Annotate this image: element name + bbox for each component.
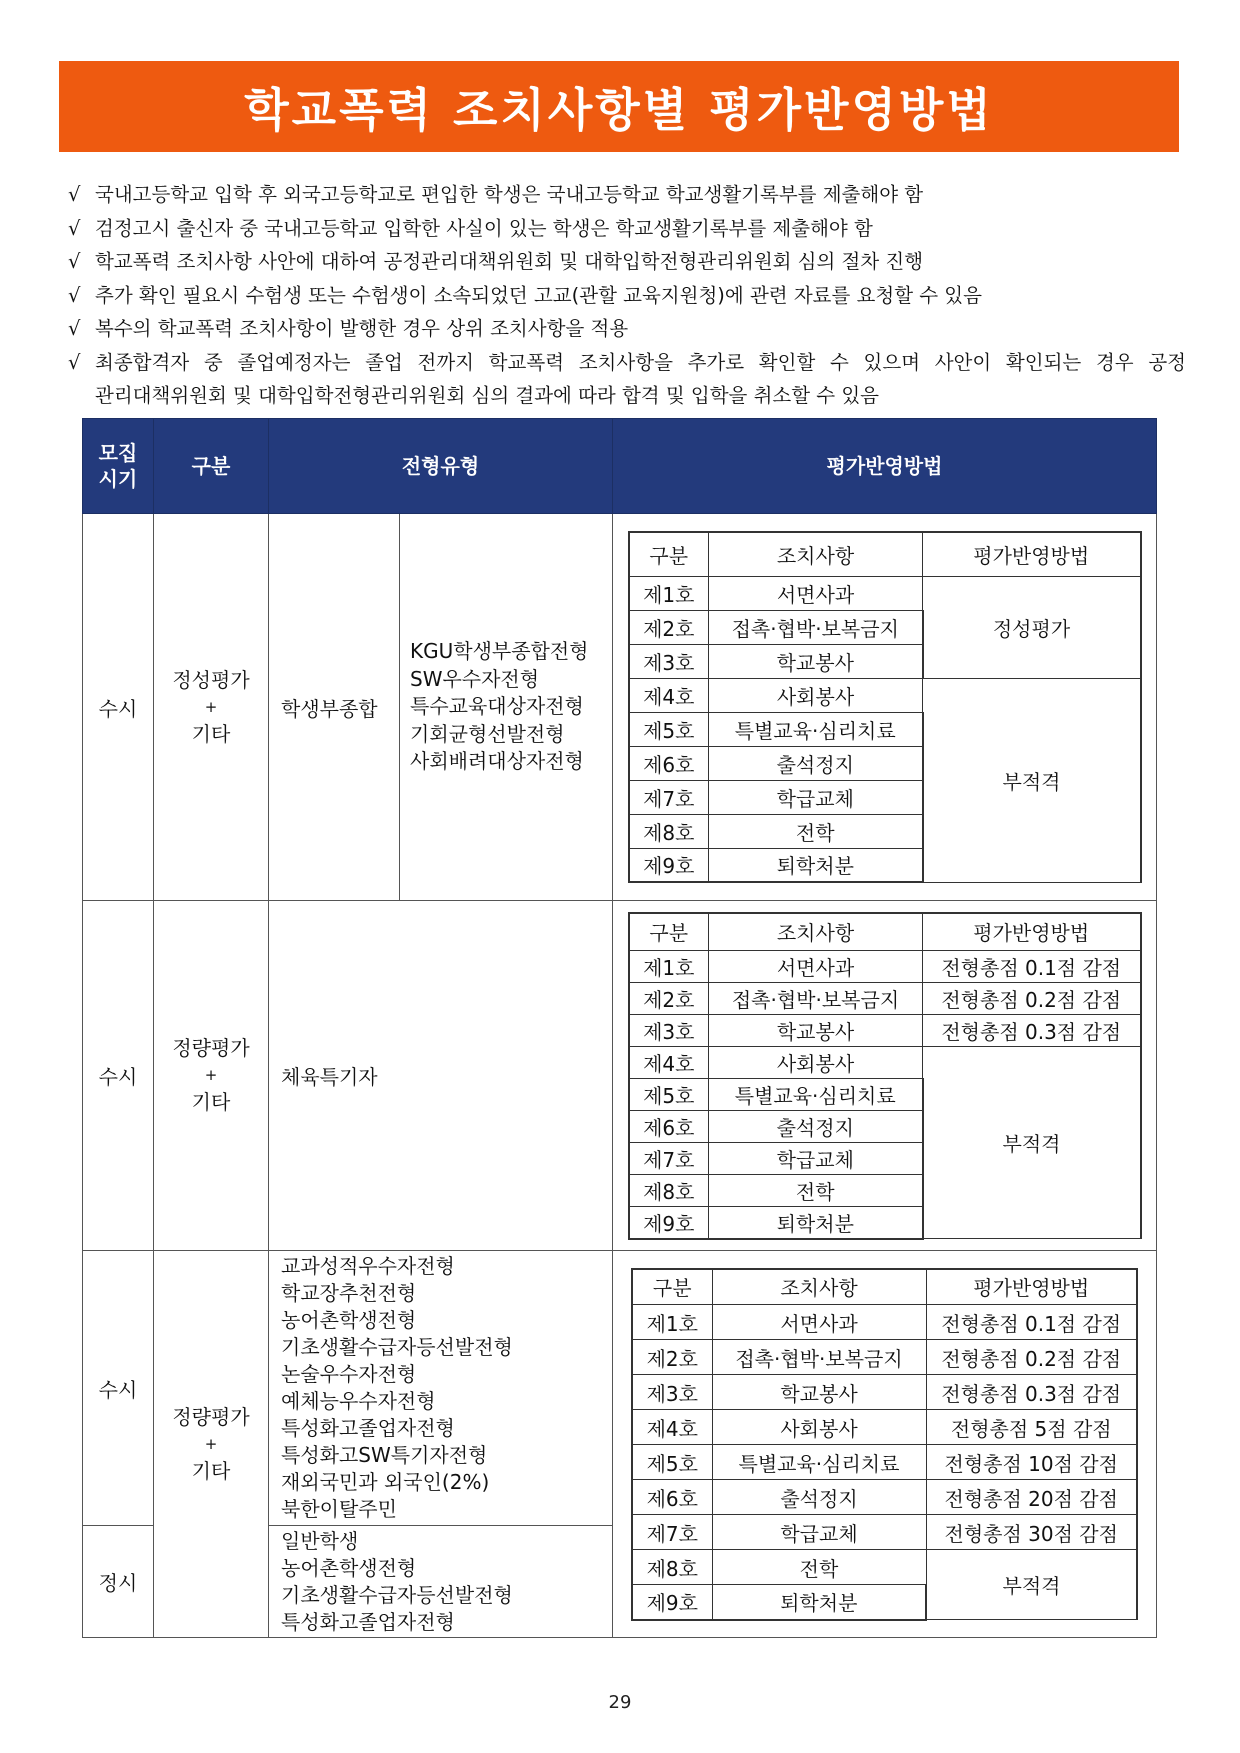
category-cell — [154, 901, 269, 1251]
header-category: 구분 — [154, 419, 269, 514]
check-icon: √ — [68, 250, 81, 273]
measure-no: 제1호 — [632, 1305, 712, 1340]
check-icon: √ — [68, 350, 81, 374]
type-list-item: 사회배려대상자전형 — [410, 749, 584, 774]
measure-no: 제8호 — [632, 1550, 712, 1585]
measure-method: 전형총점 0.2점 감점 — [926, 1340, 1137, 1375]
inner-row — [629, 678, 1141, 712]
note-text: 복수의 학교폭력 조치사항이 발행한 경우 상위 조치사항을 적용 — [95, 317, 629, 340]
measures-table — [631, 1268, 1138, 1621]
category-line2: 기타 — [191, 1090, 231, 1114]
note-item — [68, 346, 1186, 380]
measure-method: 부적격 — [926, 1550, 1137, 1620]
measure-no: 제9호 — [632, 1585, 712, 1620]
measure-name: 출석정지 — [709, 746, 923, 780]
period-cell: 수시 — [83, 901, 154, 1251]
note-text: 검정고시 출신자 중 국내고등학교 입학한 사실이 있는 학생은 학교생활기록부를 제출해야 함 — [95, 216, 873, 240]
header-period-line2: 시기 — [98, 467, 138, 491]
measure-no: 제4호 — [632, 1410, 712, 1445]
type-list-item: 북한이탈주민 — [281, 1497, 397, 1521]
measure-no: 제7호 — [629, 780, 709, 814]
note-item — [68, 212, 1186, 246]
note-text: 학교폭력 조치사항 사안에 대하여 공정관리대책위원회 및 대학입학전형관리위원회 심의 절차 진행 — [95, 250, 924, 273]
type-list-item: 논술우수자전형 — [281, 1362, 417, 1386]
note-item — [68, 245, 1186, 279]
period-cell-jeongsi: 정시 — [83, 1526, 154, 1638]
inner-row — [629, 951, 1141, 983]
type-list-item: KGU학생부종합전형 — [410, 639, 589, 664]
measures-table — [628, 912, 1142, 1240]
measure-no: 제6호 — [629, 746, 709, 780]
measures-table — [628, 531, 1142, 883]
inner-header-row — [629, 532, 1141, 576]
category-cell — [154, 514, 269, 901]
type-list-item: 특성화고SW특기자전형 — [281, 1443, 488, 1467]
measure-name: 학교봉사 — [712, 1375, 926, 1410]
measure-name: 학교봉사 — [709, 1015, 923, 1047]
method-cell — [613, 901, 1157, 1251]
measure-name: 접촉·협박·보복금지 — [712, 1340, 926, 1375]
category-line2: 기타 — [191, 1458, 231, 1483]
inner-header-cell: 구분 — [629, 532, 709, 576]
measure-no: 제8호 — [629, 1175, 709, 1207]
measure-name: 전학 — [709, 1175, 923, 1207]
category-line1: 정성평가 — [172, 667, 250, 692]
note-item-continued — [68, 379, 1186, 413]
inner-row — [632, 1445, 1137, 1480]
measure-no: 제3호 — [629, 1015, 709, 1047]
inner-row — [629, 1015, 1141, 1047]
inner-row — [632, 1515, 1137, 1550]
measure-name: 접촉·협박·보복금지 — [709, 983, 923, 1015]
check-icon: √ — [68, 183, 81, 206]
measure-no: 제5호 — [632, 1445, 712, 1480]
type-list-item: 재외국민과 외국인(2%) — [281, 1470, 490, 1494]
method-cell — [613, 514, 1157, 901]
measure-no: 제2호 — [632, 1340, 712, 1375]
measure-name: 전학 — [712, 1550, 926, 1585]
header-period-line1: 모집 — [98, 441, 138, 465]
type-main-cell: 학생부종합 — [269, 514, 400, 901]
type-list-item: 일반학생 — [281, 1528, 359, 1553]
check-icon: √ — [68, 216, 81, 240]
measure-name: 사회봉사 — [709, 678, 923, 712]
measure-name: 학급교체 — [709, 780, 923, 814]
type-list-item: 특성화고졸업자전형 — [281, 1609, 455, 1634]
measure-method: 전형총점 0.3점 감점 — [923, 1015, 1141, 1047]
measure-name: 특별교육·심리치료 — [712, 1445, 926, 1480]
type-list-item: 특성화고졸업자전형 — [281, 1416, 455, 1440]
category-line1: 정량평가 — [172, 1404, 250, 1429]
measure-name: 사회봉사 — [709, 1047, 923, 1079]
susi-type-list-cell — [269, 1251, 613, 1526]
header-type: 전형유형 — [269, 419, 613, 514]
jeongsi-type-list-cell — [269, 1526, 613, 1638]
measure-name: 서면사과 — [712, 1305, 926, 1340]
measure-no: 제8호 — [629, 814, 709, 848]
header-period — [83, 419, 154, 514]
inner-header-cell: 구분 — [632, 1269, 712, 1305]
inner-header-cell: 조치사항 — [709, 532, 923, 576]
type-list-item: 예체능우수자전형 — [281, 1389, 436, 1413]
page-title: 학교폭력 조치사항별 평가반영방법 — [59, 61, 1179, 152]
category-plus: + — [204, 697, 218, 716]
measure-no: 제9호 — [629, 848, 709, 882]
inner-row — [632, 1375, 1137, 1410]
category-line2: 기타 — [191, 721, 231, 746]
measure-name: 출석정지 — [709, 1111, 923, 1143]
measure-name: 퇴학처분 — [709, 1207, 923, 1239]
measure-method: 전형총점 0.1점 감점 — [926, 1305, 1137, 1340]
inner-row — [629, 983, 1141, 1015]
measure-name: 특별교육·심리치료 — [709, 712, 923, 746]
type-list-cell — [400, 514, 613, 901]
note-item — [68, 178, 1186, 212]
note-text: 최종합격자 중 졸업예정자는 졸업 전까지 학교폭력 조치사항을 추가로 확인할 수 있으며 사안이 확인되는 경우 공정 — [95, 350, 1186, 374]
inner-row — [632, 1550, 1137, 1585]
measure-name: 학급교체 — [709, 1143, 923, 1175]
type-list-item: 농어촌학생전형 — [281, 1308, 417, 1332]
inner-header-cell: 평가반영방법 — [926, 1269, 1137, 1305]
type-list-item: 특수교육대상자전형 — [410, 694, 584, 719]
measure-name: 서면사과 — [709, 576, 923, 610]
inner-header-cell: 조치사항 — [709, 913, 923, 951]
measure-no: 제1호 — [629, 951, 709, 983]
inner-header-cell: 평가반영방법 — [923, 913, 1141, 951]
measure-no: 제4호 — [629, 678, 709, 712]
measure-method: 전형총점 30점 감점 — [926, 1515, 1137, 1550]
measure-no: 제4호 — [629, 1047, 709, 1079]
inner-row — [632, 1410, 1137, 1445]
measure-name: 퇴학처분 — [712, 1585, 926, 1620]
category-plus: + — [204, 1434, 218, 1453]
note-item — [68, 312, 1186, 346]
note-text: 관리대책위원회 및 대학입학전형관리위원회 심의 결과에 따라 합격 및 입학을 취소할 수 있음 — [95, 384, 879, 407]
inner-row — [629, 576, 1141, 610]
measure-name: 퇴학처분 — [709, 848, 923, 882]
measure-name: 학급교체 — [712, 1515, 926, 1550]
type-list-item: 학교장추천전형 — [281, 1281, 417, 1305]
type-list-item: 교과성적우수자전형 — [281, 1254, 455, 1278]
header-method: 평가반영방법 — [613, 419, 1157, 514]
check-icon: √ — [68, 317, 81, 340]
table-row — [83, 1251, 1157, 1526]
check-icon: √ — [68, 283, 81, 307]
measure-method: 정성평가 — [923, 576, 1141, 678]
measure-name: 전학 — [709, 814, 923, 848]
inner-row — [632, 1305, 1137, 1340]
measure-method: 전형총점 0.1점 감점 — [923, 951, 1141, 983]
inner-row — [629, 1047, 1141, 1079]
measure-name: 특별교육·심리치료 — [709, 1079, 923, 1111]
inner-header-row — [629, 913, 1141, 951]
measure-no: 제6호 — [632, 1480, 712, 1515]
inner-header-row — [632, 1269, 1137, 1305]
measure-method: 부적격 — [923, 678, 1141, 882]
type-list-item: 농어촌학생전형 — [281, 1555, 417, 1580]
category-line1: 정량평가 — [172, 1036, 250, 1060]
measure-no: 제2호 — [629, 983, 709, 1015]
measure-method: 전형총점 5점 감점 — [926, 1410, 1137, 1445]
period-cell-susi: 수시 — [83, 1251, 154, 1526]
measure-no: 제3호 — [632, 1375, 712, 1410]
category-cell — [154, 1251, 269, 1638]
measure-no: 제5호 — [629, 712, 709, 746]
page-number: 29 — [608, 1692, 632, 1713]
measure-name: 사회봉사 — [712, 1410, 926, 1445]
type-list-item: SW우수자전형 — [410, 666, 540, 691]
method-cell — [613, 1251, 1157, 1638]
measure-name: 출석정지 — [712, 1480, 926, 1515]
measure-no: 제6호 — [629, 1111, 709, 1143]
category-plus: + — [204, 1066, 218, 1084]
measure-no: 제1호 — [629, 576, 709, 610]
inner-row — [632, 1480, 1137, 1515]
inner-header-cell: 구분 — [629, 913, 709, 951]
measure-name: 접촉·협박·보복금지 — [709, 610, 923, 644]
measure-no: 제3호 — [629, 644, 709, 678]
evaluation-table — [82, 418, 1157, 1638]
notes-list — [68, 178, 1186, 413]
inner-header-cell: 조치사항 — [712, 1269, 926, 1305]
note-text: 국내고등학교 입학 후 외국고등학교로 편입한 학생은 국내고등학교 학교생활기록부를 제출해야 함 — [95, 183, 924, 206]
measure-no: 제7호 — [632, 1515, 712, 1550]
period-cell: 수시 — [83, 514, 154, 901]
table-header-row — [83, 419, 1157, 514]
measure-name: 학교봉사 — [709, 644, 923, 678]
measure-no: 제7호 — [629, 1143, 709, 1175]
inner-header-cell: 평가반영방법 — [923, 532, 1141, 576]
inner-row — [632, 1340, 1137, 1375]
note-text: 추가 확인 필요시 수험생 또는 수험생이 소속되었던 고교(관할 교육지원청)에 관련 자료를 요청할 수 있음 — [95, 283, 982, 307]
measure-no: 제9호 — [629, 1207, 709, 1239]
measure-name: 서면사과 — [709, 951, 923, 983]
type-list-item: 기초생활수급자등선발전형 — [281, 1582, 513, 1607]
measure-method: 전형총점 0.2점 감점 — [923, 983, 1141, 1015]
type-main-cell: 체육특기자 — [269, 901, 613, 1251]
measure-no: 제2호 — [629, 610, 709, 644]
type-list-item: 기회균형선발전형 — [410, 721, 565, 746]
measure-no: 제5호 — [629, 1079, 709, 1111]
table-row — [83, 514, 1157, 901]
measure-method: 부적격 — [923, 1047, 1141, 1239]
measure-method: 전형총점 20점 감점 — [926, 1480, 1137, 1515]
measure-method: 전형총점 0.3점 감점 — [926, 1375, 1137, 1410]
table-row — [83, 901, 1157, 1251]
measure-method: 전형총점 10점 감점 — [926, 1445, 1137, 1480]
type-list-item: 기초생활수급자등선발전형 — [281, 1335, 513, 1359]
note-item — [68, 279, 1186, 313]
